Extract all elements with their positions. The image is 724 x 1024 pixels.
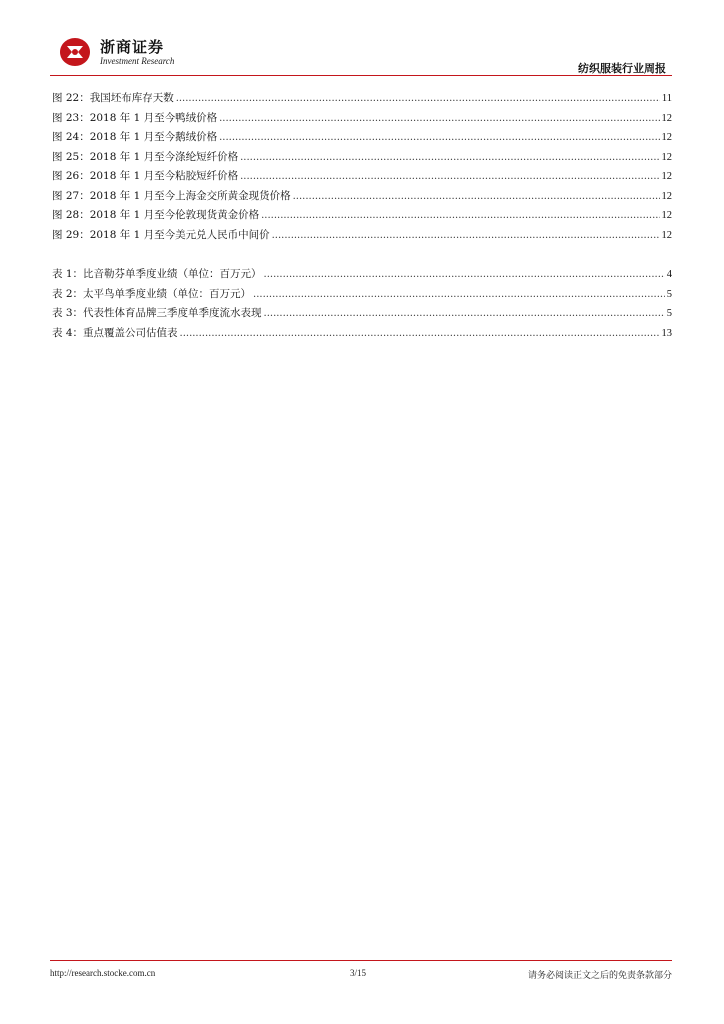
toc-entry-page: 11	[661, 93, 672, 104]
toc-entry[interactable]	[52, 129, 672, 149]
toc-entry[interactable]	[52, 325, 672, 345]
toc-entry[interactable]	[52, 207, 672, 227]
dot-leader	[272, 230, 660, 241]
toc-entry[interactable]	[52, 168, 672, 188]
page-number: 3/15	[350, 968, 367, 978]
toc-entry[interactable]	[52, 188, 672, 208]
dot-leader	[293, 191, 660, 202]
header-divider	[50, 75, 672, 76]
toc-entry-label: 表 3：代表性体育品牌三季度单季度流水表现	[52, 307, 262, 319]
toc-entry-label: 图 28：2018 年 1 月至今伦敦现货黄金价格	[52, 209, 260, 221]
table-list	[52, 266, 672, 344]
dot-leader	[240, 152, 659, 163]
toc-entry[interactable]	[52, 227, 672, 247]
footer-divider	[50, 960, 672, 961]
dot-leader	[240, 171, 659, 182]
dot-leader	[261, 210, 659, 221]
toc-entry-page: 12	[661, 112, 672, 124]
toc-entry-page: 12	[661, 190, 672, 202]
toc-entry-page: 5	[666, 308, 672, 319]
dot-leader	[219, 132, 659, 143]
disclaimer-note: 请务必阅读正文之后的免责条款部分	[527, 971, 672, 981]
toc-entry[interactable]	[52, 286, 672, 306]
toc-entry-label: 图 23：2018 年 1 月至今鸭绒价格	[52, 111, 218, 124]
toc-entry[interactable]	[52, 149, 672, 169]
logo-english-name: Investment Research	[100, 56, 175, 66]
dot-leader	[180, 328, 660, 339]
toc-entry-label: 图 27：2018 年 1 月至今上海金交所黄金现货价格	[52, 189, 291, 202]
dot-leader	[264, 269, 665, 280]
toc-entry-page: 12	[661, 151, 672, 163]
dot-leader	[264, 308, 665, 319]
dot-leader	[253, 289, 665, 300]
toc-entry-page: 12	[661, 210, 672, 221]
toc-entry-label: 图 25：2018 年 1 月至今涤纶短纤价格	[52, 150, 239, 163]
toc-entry[interactable]	[52, 305, 672, 325]
toc-entry-page: 4	[666, 269, 672, 280]
figure-list	[52, 90, 672, 246]
dot-leader	[176, 93, 660, 104]
logo-chinese-name: 浙商证券	[100, 38, 165, 56]
toc-entry-page: 5	[666, 288, 672, 300]
company-logo	[50, 30, 200, 72]
toc-entry-label: 图 29：2018 年 1 月至今美元兑人民币中间价	[52, 228, 270, 241]
toc-entry-label: 图 22：我国坯布库存天数	[52, 92, 174, 104]
toc-entry-label: 表 4：重点覆盖公司估值表	[52, 326, 178, 339]
toc-entry-page: 12	[661, 229, 672, 241]
footer-url-link[interactable]: http://research.stocke.com.cn	[50, 968, 156, 978]
toc-entry-page: 12	[661, 132, 672, 143]
toc-entry-label: 表 2：太平鸟单季度业绩（单位：百万元）	[52, 287, 252, 300]
toc-entry-label: 图 26：2018 年 1 月至今粘胶短纤价格	[52, 170, 239, 182]
toc-entry[interactable]	[52, 266, 672, 286]
toc-entry[interactable]	[52, 90, 672, 110]
logo-mark-icon	[56, 36, 94, 68]
page-header	[50, 30, 672, 76]
toc-entry-page: 12	[661, 171, 672, 182]
toc-entry[interactable]	[52, 110, 672, 130]
dot-leader	[219, 113, 659, 124]
toc-entry-page: 13	[661, 327, 672, 339]
toc-entry-label: 表 1：比音勒芬单季度业绩（单位：百万元）	[52, 268, 262, 280]
report-title: 纺织服装行业周报	[578, 62, 666, 75]
toc-entry-label: 图 24：2018 年 1 月至今鹅绒价格	[52, 131, 218, 143]
